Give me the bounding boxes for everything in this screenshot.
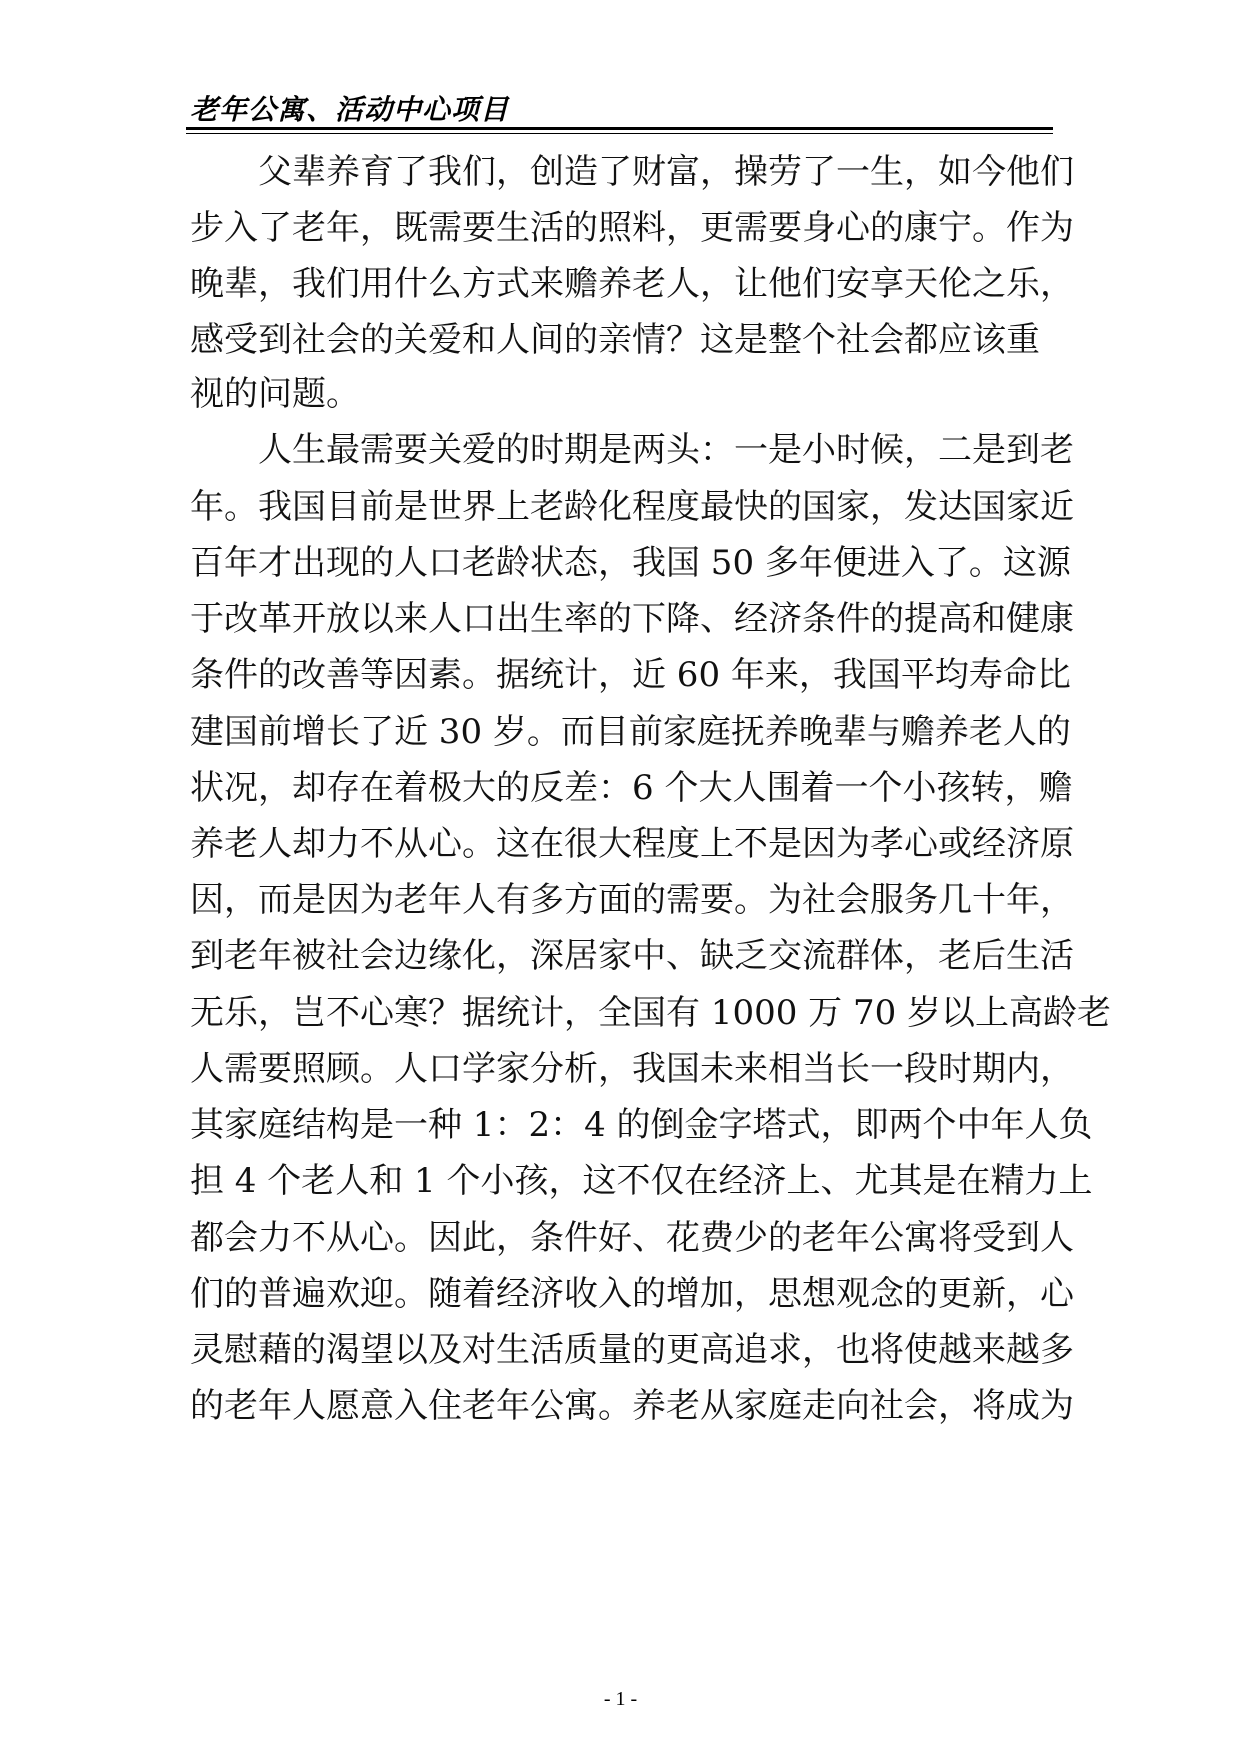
text-line: 因，而是因为老年人有多方面的需要。为社会服务几十年， (190, 880, 1074, 920)
text-line: 步入了老年，既需要生活的照料，更需要身心的康宁。作为 (190, 208, 1074, 248)
text-line: 感受到社会的关爱和人间的亲情？这是整个社会都应该重 (190, 320, 1040, 360)
header-rule (186, 127, 1053, 130)
text-line: 于改革开放以来人口出生率的下降、经济条件的提高和健康 (190, 599, 1074, 639)
text-line: 都会力不从心。因此，条件好、花费少的老年公寓将受到人 (190, 1218, 1074, 1258)
text-line: 们的普遍欢迎。随着经济收入的增加，思想观念的更新，心 (190, 1274, 1074, 1314)
text-line: 年。我国目前是世界上老龄化程度最快的国家，发达国家近 (190, 487, 1074, 527)
text-line: 人生最需要关爱的时期是两头：一是小时候，二是到老 (190, 430, 1074, 470)
text-line: 视的问题。 (190, 374, 360, 414)
header-rule-thin (186, 133, 1053, 134)
text-line: 条件的改善等因素。据统计，近 60 年来，我国平均寿命比 (190, 655, 1071, 695)
text-line: 状况，却存在着极大的反差：6 个大人围着一个小孩转，赡 (190, 768, 1073, 808)
text-line: 到老年被社会边缘化，深居家中、缺乏交流群体，老后生活 (190, 936, 1074, 976)
text-line: 无乐，岂不心寒？据统计，全国有 1000 万 70 岁以上高龄老 (190, 993, 1112, 1033)
text-line: 百年才出现的人口老龄状态，我国 50 多年便进入了。这源 (190, 543, 1071, 583)
text-line: 灵慰藉的渴望以及对生活质量的更高追求，也将使越来越多 (190, 1330, 1074, 1370)
text-line: 人需要照顾。人口学家分析，我国未来相当长一段时期内， (190, 1049, 1074, 1089)
text-line: 其家庭结构是一种 1：2：4 的倒金字塔式，即两个中年人负 (190, 1105, 1093, 1145)
text-line: 晚辈，我们用什么方式来赡养老人，让他们安享天伦之乐， (190, 264, 1074, 304)
text-line: 父辈养育了我们，创造了财富，操劳了一生，如今他们 (190, 152, 1074, 192)
header-title: 老年公寓、活动中心项目 (190, 93, 510, 126)
page-number: - 1 - (603, 1688, 638, 1710)
text-line: 养老人却力不从心。这在很大程度上不是因为孝心或经济原 (190, 824, 1074, 864)
text-line: 的老年人愿意入住老年公寓。养老从家庭走向社会，将成为 (190, 1386, 1074, 1426)
text-line: 担 4 个老人和 1 个小孩，这不仅在经济上、尤其是在精力上 (190, 1161, 1093, 1201)
text-line: 建国前增长了近 30 岁。而目前家庭抚养晚辈与赡养老人的 (190, 712, 1071, 752)
